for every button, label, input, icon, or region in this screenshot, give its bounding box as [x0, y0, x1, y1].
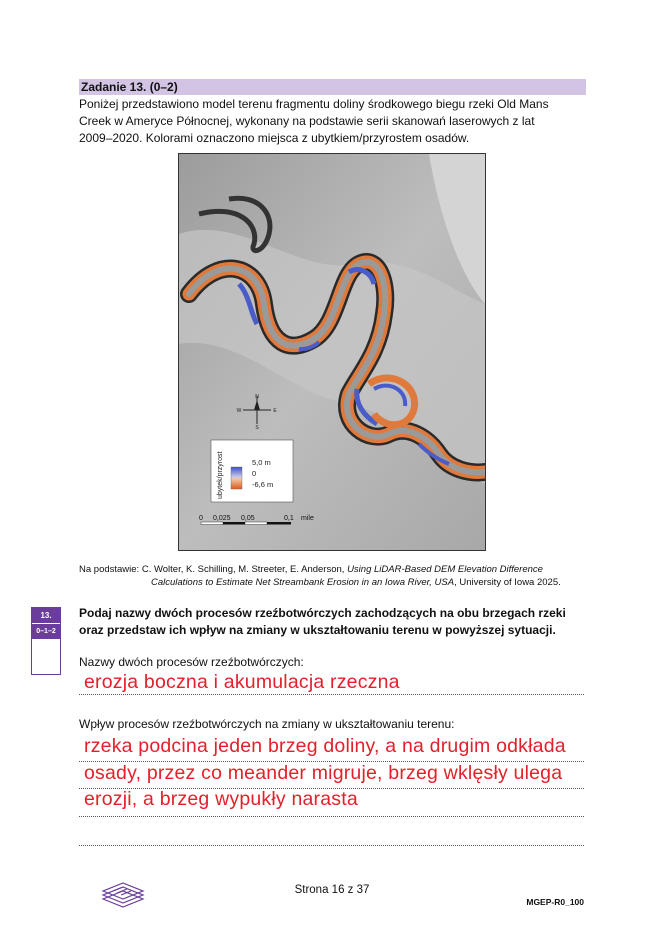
intro-text — [79, 96, 589, 147]
answer2-line: erozji, a brzeg wypukły narasta — [84, 788, 358, 810]
terrain-map-image — [179, 154, 485, 550]
compass-n: N — [255, 394, 259, 400]
source-suffix: , University of Iowa 2025. — [454, 577, 561, 588]
answer-line — [79, 845, 584, 846]
legend-axis-label: ubytek/przyrost — [217, 451, 224, 499]
scale-tick: 0,1 — [284, 515, 294, 522]
answer2-line: osady, przez co meander migruje, brzeg wklęsły ulega — [84, 762, 563, 784]
compass-w: W — [236, 408, 242, 414]
intro-line: Creek w Ameryce Północnej, wykonany na podstawie serii skanowań laserowych z lat — [79, 114, 535, 128]
terrain-map — [178, 153, 486, 551]
source-prefix: Na podstawie: C. Wolter, K. Schilling, M. Streeter, E. Anderson, — [79, 564, 348, 575]
question-line: Podaj nazwy dwóch procesów rzeźbotwórczych zachodzących na obu brzegach rzeki — [79, 606, 566, 620]
exam-code: MGEP-R0_100 — [526, 897, 584, 907]
task-number: 13. — [32, 608, 60, 623]
source-citation — [79, 563, 589, 589]
score-scale: 0–1–2 — [32, 623, 60, 639]
legend-min: -6,6 m — [252, 480, 274, 489]
answer2-line: rzeka podcina jeden brzeg doliny, a na drugim odkłada — [84, 735, 566, 757]
legend — [211, 440, 293, 502]
question-text — [79, 605, 591, 639]
compass-s: S — [255, 425, 259, 431]
scale-tick: 0 — [199, 515, 203, 522]
legend-mid: 0 — [252, 469, 257, 478]
scale-unit: mile — [301, 515, 314, 522]
answer1-label: Nazwy dwóch procesów rzeźbotwórczych: — [79, 655, 304, 669]
intro-line: 2009–2020. Kolorami oznaczono miejsca z ubytkiem/przyrostem osadów. — [79, 131, 470, 145]
task-title: Zadanie 13. (0–2) — [79, 79, 586, 95]
scale-tick: 0,05 — [241, 515, 255, 522]
intro-line: Poniżej przedstawiono model terenu fragmentu doliny środkowego biegu rzeki Old Mans — [79, 97, 549, 111]
question-line: oraz przedstaw ich wpływ na zmiany w ukształtowaniu terenu w powyższej sytuacji. — [79, 623, 556, 637]
answer-line — [79, 816, 584, 817]
scale-tick: 0,025 — [213, 515, 231, 522]
compass-e: E — [273, 408, 277, 414]
answer2-label: Wpływ procesów rzeźbotwórczych na zmiany w ukształtowaniu terenu: — [79, 717, 455, 731]
source-title: Using LiDAR-Based DEM Elevation Difference — [347, 564, 543, 575]
source-title-cont: Calculations to Estimate Net Streambank Erosion in an Iowa River, USA — [151, 577, 455, 588]
legend-max: 5,0 m — [252, 458, 271, 467]
answer1-text: erozja boczna i akumulacja rzeczna — [84, 671, 400, 693]
answer-line — [79, 694, 584, 695]
page-number: Strona 16 z 37 — [294, 884, 370, 896]
score-box — [31, 607, 61, 675]
